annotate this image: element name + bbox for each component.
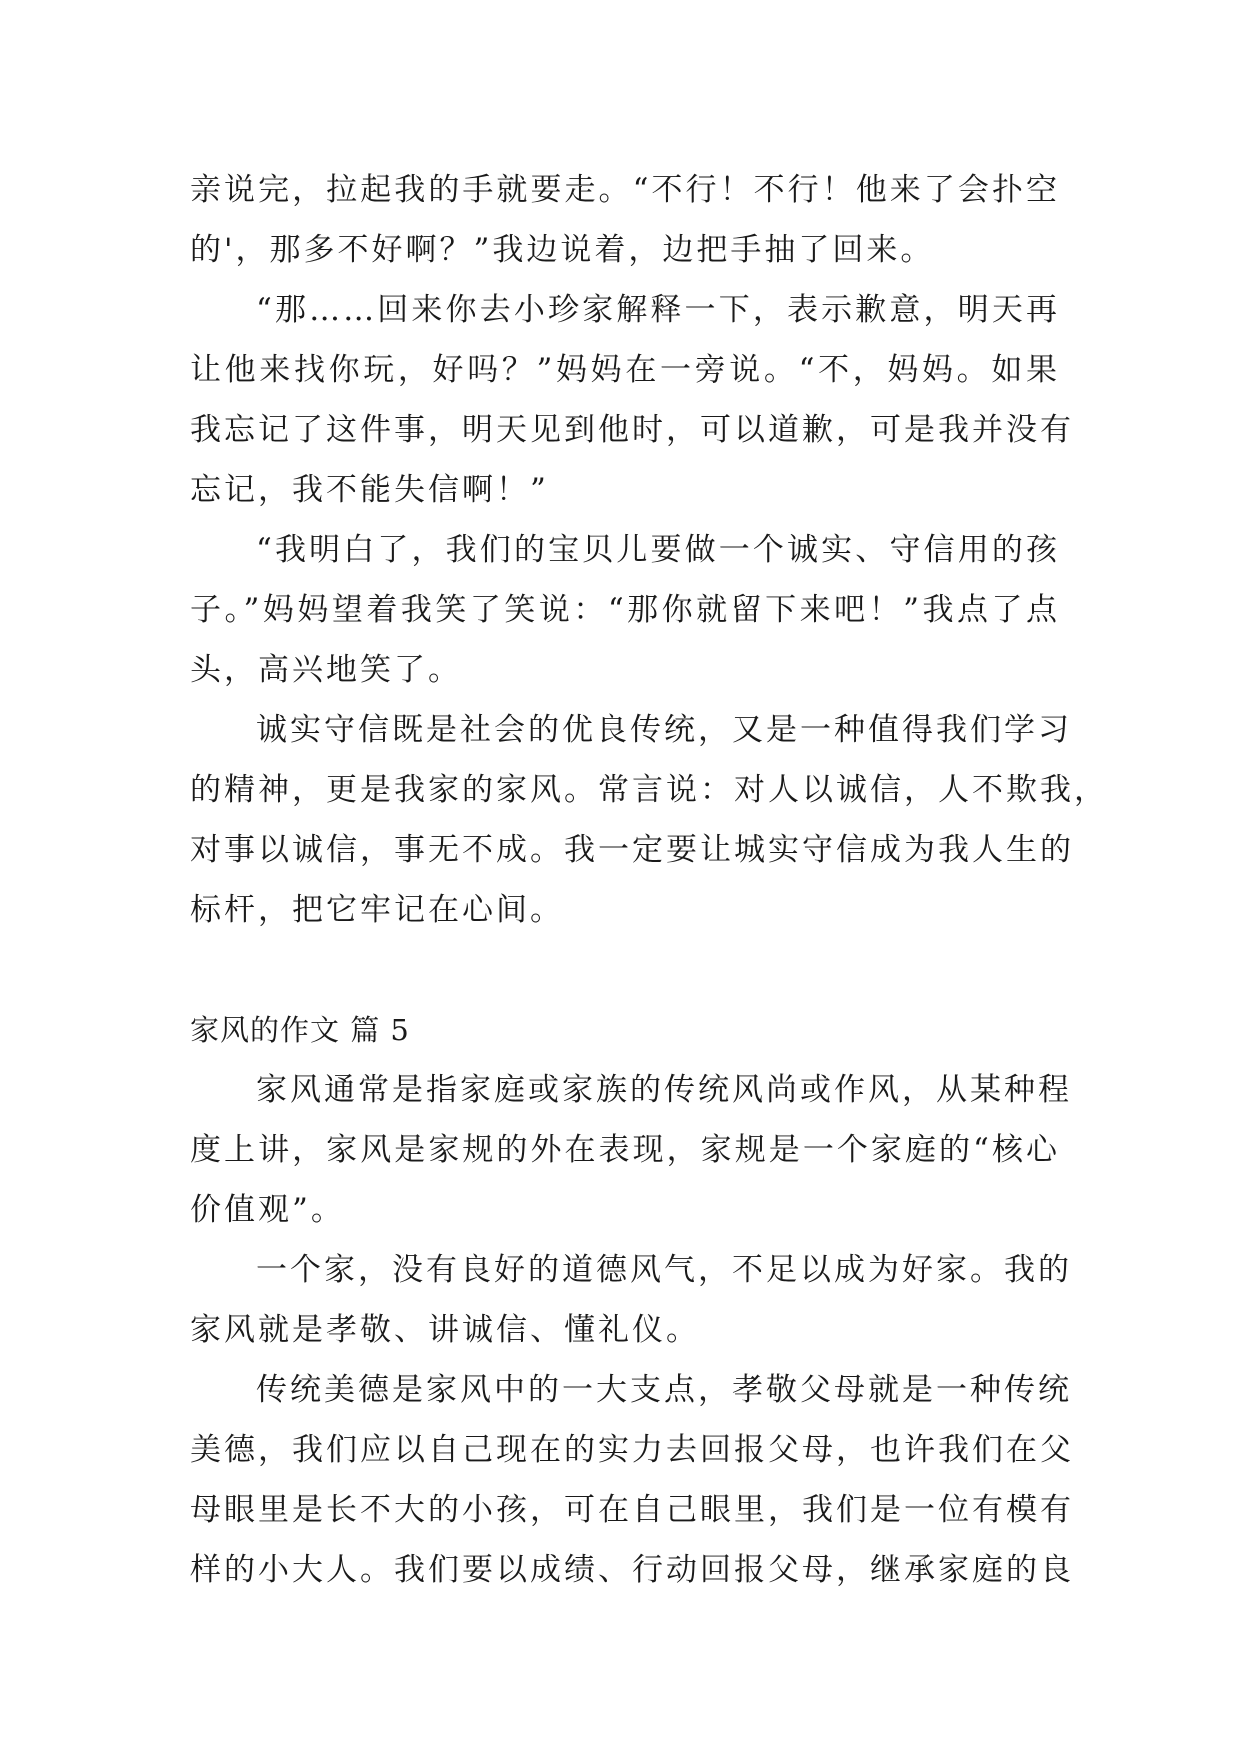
text-line: 忘记，我不能失信啊！” xyxy=(190,472,549,508)
paragraph-start-line: 一个家，没有良好的道德风气，不足以成为好家。我的 xyxy=(256,1252,1072,1288)
section-gap xyxy=(190,940,1060,1000)
paragraph-start-line: 传统美德是家风中的一大支点，孝敬父母就是一种传统 xyxy=(256,1372,1072,1408)
text-line: 对事以诚信，事无不成。我一定要让城实守信成为我人生的 xyxy=(190,832,1074,868)
paragraph-start-line: 家风通常是指家庭或家族的传统风尚或作风，从某种程 xyxy=(256,1072,1072,1108)
text-line: 让他来找你玩，好吗？”妈妈在一旁说。“不，妈妈。如果 xyxy=(190,352,1060,388)
text-line: 度上讲，家风是家规的外在表现，家规是一个家庭的“核心 xyxy=(190,1132,1060,1168)
document-page xyxy=(190,160,1108,1600)
paragraph-start-line: “我明白了，我们的宝贝儿要做一个诚实、守信用的孩 xyxy=(256,532,1060,568)
text-line: 家风就是孝敬、讲诚信、懂礼仪。 xyxy=(190,1312,700,1348)
text-line: 标杆，把它牢记在心间。 xyxy=(190,892,564,928)
text-line: 我忘记了这件事，明天见到他时，可以道歉，可是我并没有 xyxy=(190,412,1074,448)
text-line: 美德，我们应以自己现在的实力去回报父母，也许我们在父 xyxy=(190,1432,1074,1468)
text-line: 的'，那多不好啊？”我边说着，边把手抽了回来。 xyxy=(190,232,935,268)
section-heading: 家风的作文 篇 5 xyxy=(190,1013,410,1047)
text-line: 母眼里是长不大的小孩，可在自己眼里，我们是一位有模有 xyxy=(190,1492,1074,1528)
text-line: 头，高兴地笑了。 xyxy=(190,652,462,688)
text-line: 子。”妈妈望着我笑了笑说：“那你就留下来吧！”我点了点 xyxy=(190,592,1060,628)
text-line: 价值观”。 xyxy=(190,1192,345,1228)
paragraph-start-line: “那……回来你去小珍家解释一下，表示歉意，明天再 xyxy=(256,292,1060,328)
paragraph-start-line: 诚实守信既是社会的优良传统，又是一种值得我们学习 xyxy=(256,712,1072,748)
text-line: 亲说完，拉起我的手就要走。“不行！不行！他来了会扑空 xyxy=(190,172,1060,208)
text-line: 样的小大人。我们要以成绩、行动回报父母，继承家庭的良 xyxy=(190,1552,1074,1588)
text-line: 的精神，更是我家的家风。常言说：对人以诚信，人不欺我， xyxy=(190,772,1108,808)
